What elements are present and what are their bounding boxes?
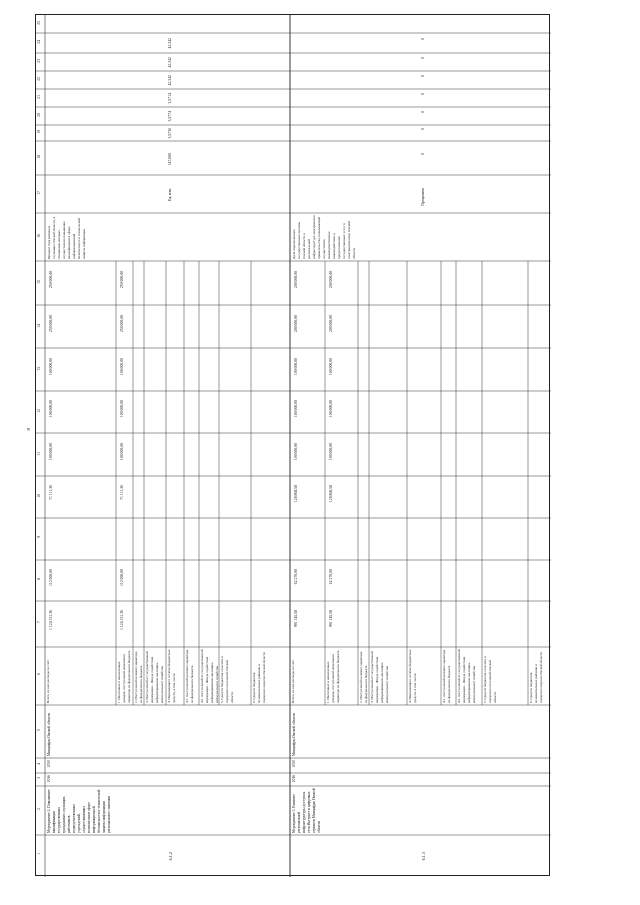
section-1-measure-name: Мероприятие 2. Повышение квалификации государственных гражданских служащих, работников подведомственных учреждений, осуществляющих полномочия в сфере информационной безопасности и технической защиты информации регионального значения bbox=[47, 789, 111, 833]
section-2-indicator: Доля подключенных государственных органов Омской области к региональной инфраструктуре электронного правительства, позволяющей осуществлять межведомственное взаимодействие и предоставление государственных услуг в электронном виде Омской области bbox=[292, 215, 356, 259]
column-number: 12 bbox=[37, 409, 41, 413]
section-1-executor: Минцифры Омской области bbox=[47, 713, 51, 756]
column-number: 6 bbox=[37, 673, 41, 675]
section-1-source-8: 6. Средств бюджетов муниципальных районов и городских округов Омской области bbox=[252, 652, 266, 703]
column-number: 22 bbox=[37, 77, 41, 81]
column-number: 25 bbox=[37, 21, 41, 25]
section-1-total: 1 124 131,36 bbox=[49, 610, 53, 630]
section-1-indicator-value-3: 3,5714 bbox=[167, 93, 172, 104]
section-1-indicator-value-0: 147,000 bbox=[167, 153, 172, 166]
section-1-year-value-2: 71 111,36 bbox=[49, 485, 53, 500]
section-1-year-value-5: 100 000,00 bbox=[49, 357, 53, 375]
section-2-total: 991 145,58 bbox=[294, 610, 298, 628]
column-number: 10 bbox=[37, 494, 41, 498]
section-2-indicator-value-4: 0 bbox=[420, 75, 425, 77]
section-2-indicator-value-1: 0 bbox=[420, 128, 425, 130]
section-1-source-4: 4. Переходящего остатка бюджетных средств, в том числе: bbox=[167, 649, 176, 703]
section-2-source-3: 3. Поступлений от государственной корпорации - Фонда содействия реформированию жилищно-коммунального хозяйства bbox=[370, 651, 389, 703]
section-1-unit: Ед. изм. bbox=[167, 188, 172, 201]
section-2-source-0: Всего, из них расходы за счет: bbox=[291, 659, 295, 703]
section-1-year-value-7: 250 000,00 bbox=[49, 271, 53, 289]
section-2-sub-year-value-4: 100 000,00 bbox=[329, 400, 333, 418]
section-2-source-5: 4.1. поступлений целевого характера из федерального бюджета bbox=[442, 649, 451, 703]
section-1-indicator-value-2: 3,5774 bbox=[167, 111, 172, 122]
section-1-sub-year-value-0: 112 000,00 bbox=[120, 568, 124, 586]
section-1-source-5: 4.1. поступлений целевого характера из федерального бюджета bbox=[185, 649, 194, 703]
section-1-year-value-0: 112 000,00 bbox=[49, 568, 53, 586]
column-number: 7 bbox=[37, 621, 41, 623]
section-1-indicator-value-1: 3,5736 bbox=[167, 128, 172, 139]
column-number: 14 bbox=[37, 323, 41, 328]
section-2-year-start: 2016 bbox=[292, 775, 296, 783]
column-number: 21 bbox=[37, 95, 41, 99]
column-number: 20 bbox=[37, 113, 41, 117]
section-2-sub-year-value-6: 200 000,00 bbox=[329, 314, 333, 332]
section-1-source-0: Всего, из них расходы за счет: bbox=[46, 659, 50, 703]
column-number: 18 bbox=[37, 155, 41, 159]
section-1-year-end: 2030 bbox=[47, 760, 51, 768]
column-number: 2 bbox=[37, 807, 41, 810]
section-1-year-start: 2016 bbox=[47, 775, 51, 783]
section-1-year-value-6: 250 000,00 bbox=[49, 314, 53, 332]
section-2-year-value-6: 200 000,00 bbox=[294, 314, 298, 332]
section-1-year-value-3: 100 000,00 bbox=[49, 442, 53, 460]
page-number-text: 8 bbox=[27, 428, 32, 431]
budget-table bbox=[35, 14, 550, 876]
section-1-indicator-value-5: 42,342 bbox=[167, 57, 172, 68]
section-1-source-1: 1. Налоговых и неналоговых доходов, поступлений нецелевого характера из федерального бюджета bbox=[117, 650, 131, 703]
section-1-sub-year-value-3: 100 000,00 bbox=[120, 442, 124, 460]
section-1-indicator-value-6: 42,342 bbox=[167, 38, 172, 49]
section-2-source-4: 4. Переходящего остатка бюджетных средств, в том числе: bbox=[408, 649, 417, 703]
section-2-indicator-value-5: 0 bbox=[420, 57, 425, 59]
section-1-row-label: 6.1.2 bbox=[167, 852, 173, 861]
section-2-measure-name: Мероприятие 3. Развитие региональной инфраструктуры доступа к сети Интернет и цифровых сервисов Минцифры Омской области bbox=[292, 788, 321, 833]
section-2-sub-total: 991 145,58 bbox=[329, 610, 333, 628]
column-number: 17 bbox=[37, 191, 41, 195]
section-1-source-6: 4.2. поступлений от государственной корпорации - Фонда содействия реформированию жилищно-коммунального хозяйства bbox=[200, 649, 219, 703]
section-1-indicator: Процент программных служащих Омской области, в отношении которых осуществлено повышение квалификации в сфере информационной безопасности и технической защиты информации bbox=[47, 216, 86, 259]
column-number: 15 bbox=[37, 280, 41, 284]
section-2-executor: Минцифры Омской области bbox=[292, 713, 296, 756]
column-number: 16 bbox=[37, 234, 41, 238]
section-2-indicator-value-6: 0 bbox=[420, 38, 425, 40]
section-2-sub-year-value-2: 128 868,58 bbox=[329, 485, 333, 503]
column-number: 9 bbox=[37, 536, 41, 538]
section-1-sub-year-value-5: 100 000,00 bbox=[120, 357, 124, 375]
section-2-row-label: 6.1.3 bbox=[420, 852, 426, 861]
section-1-sub-total: 1 124 131,36 bbox=[120, 610, 124, 630]
section-1-sub-year-value-7: 250 000,00 bbox=[120, 271, 124, 289]
section-2-year-value-5: 100 000,00 bbox=[294, 357, 298, 375]
section-2-indicator-value-2: 0 bbox=[420, 111, 425, 113]
section-2-sub-year-value-5: 100 000,00 bbox=[329, 357, 333, 375]
column-number: 23 bbox=[37, 59, 41, 63]
section-2-indicator-value-3: 0 bbox=[420, 93, 425, 95]
section-2-year-value-0: 62 270,00 bbox=[294, 568, 298, 584]
column-number: 24 bbox=[37, 40, 41, 44]
column-number: 5 bbox=[37, 728, 41, 731]
section-2-year-value-4: 100 000,00 bbox=[294, 400, 298, 418]
section-2-year-value-2: 128 868,58 bbox=[294, 485, 298, 503]
section-2-sub-year-value-3: 100 000,00 bbox=[329, 442, 333, 460]
column-number: 13 bbox=[37, 366, 41, 371]
section-2-source-7: 5. Средств бюджетов сельских и городских поселений Омской области bbox=[483, 656, 497, 703]
section-2-year-value-3: 100 000,00 bbox=[294, 442, 298, 460]
section-1-sub-year-value-2: 71 111,36 bbox=[120, 485, 124, 500]
section-1-indicator-value-4: 42,342 bbox=[167, 75, 172, 86]
section-2-sub-year-value-0: 62 270,00 bbox=[329, 568, 333, 584]
section-1-source-7: 5. Средств бюджетов сельских и городских поселений Омской области bbox=[220, 656, 234, 703]
section-2-year-value-7: 200 000,00 bbox=[294, 271, 298, 289]
section-1-year-value-4: 100 000,00 bbox=[49, 400, 53, 418]
section-2-year-end: 2030 bbox=[292, 760, 296, 768]
section-2-source-6: 4.2. поступлений от государственной корпорации - Фонда содействия реформированию жилищно-коммунального хозяйства bbox=[457, 649, 476, 703]
column-number: 19 bbox=[37, 130, 41, 134]
column-number: 1 bbox=[37, 853, 41, 855]
column-number: 3 bbox=[37, 776, 41, 779]
column-number: 8 bbox=[37, 577, 41, 580]
section-2-source-8: 6. Средств бюджетов муниципальных районов и городских округов Омской области bbox=[529, 652, 543, 703]
column-number: 4 bbox=[37, 762, 41, 765]
section-1-sub-year-value-6: 250 000,00 bbox=[120, 314, 124, 332]
column-number: 11 bbox=[37, 451, 41, 456]
section-2-source-2: 2. Поступлений целевого характера из федерального бюджета bbox=[359, 651, 368, 703]
section-1-source-2: 2. Поступлений целевого характера из федерального бюджета bbox=[134, 651, 143, 703]
section-2-indicator-value-0: 0 bbox=[420, 153, 425, 155]
section-2-source-1: 1. Налоговых и неналоговых доходов, поступлений нецелевого характера из федерального бюджета bbox=[326, 650, 340, 703]
section-2-sub-year-value-7: 200 000,00 bbox=[329, 271, 333, 289]
section-1-source-3: 3. Поступлений от государственной корпорации - Фонда содействия реформированию жилищно-коммунального хозяйства bbox=[145, 651, 164, 703]
section-1-sub-year-value-4: 100 000,00 bbox=[120, 400, 124, 418]
section-2-unit: Процентов bbox=[420, 188, 425, 206]
